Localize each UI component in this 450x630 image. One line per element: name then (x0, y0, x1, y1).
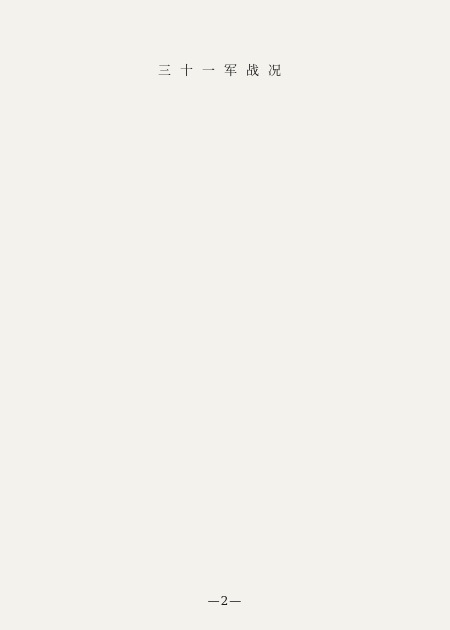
section-heading: 三十一军战况 (157, 64, 290, 79)
page-number: —2— (207, 594, 243, 608)
